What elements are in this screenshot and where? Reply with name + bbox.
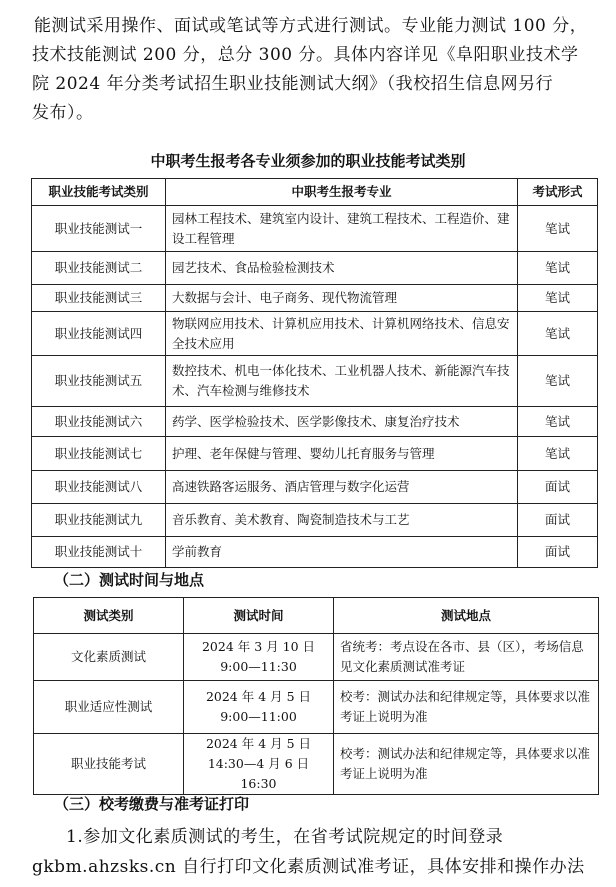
row-test-place: 校考：测试办法和纪律规定等，具体要求以准考证上说明为准: [334, 681, 599, 734]
row-category: 职业技能测试二: [32, 252, 166, 285]
row-category: 职业技能测试三: [32, 285, 166, 312]
closing-line: gkbm.ahzsks.cn 自行打印文化素质测试准考证，具体安排和操作办法: [32, 857, 585, 877]
row-test-place: 校考：测试办法和纪律规定等，具体要求以准考证上说明为准: [334, 734, 599, 795]
table1-title: 中职考生报考各专业须参加的职业技能考试类别: [150, 152, 466, 170]
row-category: 职业技能测试六: [32, 407, 166, 437]
row-form: 笔试: [518, 407, 598, 437]
header-category: 职业技能考试类别: [32, 179, 166, 206]
intro-line: 技术技能测试 200 分，总分 300 分。具体内容详见《阜阳职业技术学: [32, 45, 579, 65]
table-row: [32, 356, 598, 407]
header-test-place: 测试地点: [334, 598, 599, 634]
test-hours: 9:00—11:00: [220, 709, 297, 724]
row-majors: 大数据与会计、电子商务、现代物流管理: [166, 285, 518, 312]
header-majors: 中职考生报考专业: [166, 179, 518, 206]
row-form: 面试: [518, 471, 598, 504]
row-majors: 高速铁路客运服务、酒店管理与数字化运营: [166, 471, 518, 504]
test-date: 2024 年 4 月 5 日: [205, 736, 312, 751]
table-row: [32, 312, 598, 356]
row-form: 笔试: [518, 206, 598, 252]
row-test-type: 职业技能考试: [34, 734, 184, 795]
row-form: 笔试: [518, 437, 598, 471]
row-form: 笔试: [518, 252, 598, 285]
table-row: [32, 206, 598, 252]
table-row: [34, 634, 599, 681]
row-category: 职业技能测试五: [32, 356, 166, 407]
row-majors: 园艺技术、食品检验检测技术: [166, 252, 518, 285]
row-test-type: 职业适应性测试: [34, 681, 184, 734]
row-category: 职业技能测试八: [32, 471, 166, 504]
intro-paragraph: [32, 12, 588, 128]
test-hours: 14:30—4 月 6 日 16:30: [207, 756, 310, 791]
row-form: 面试: [518, 504, 598, 537]
row-majors: 音乐教育、美术教育、陶瓷制造技术与工艺: [166, 504, 518, 537]
table-row: [32, 252, 598, 285]
row-majors: 物联网应用技术、计算机应用技术、计算机网络技术、信息安全技术应用: [166, 312, 518, 356]
header-form: 考试形式: [518, 179, 598, 206]
closing-line: 1.参加文化素质测试的考生，在省考试院规定的时间登录: [66, 827, 504, 847]
header-test-time: 测试时间: [184, 598, 334, 634]
table-row: [34, 734, 599, 795]
table-row: [32, 285, 598, 312]
row-category: 职业技能测试十: [32, 537, 166, 568]
intro-line: 院 2024 年分类考试招生职业技能测试大纲》（我校招生信息网另行: [32, 74, 554, 94]
row-category: 职业技能测试九: [32, 504, 166, 537]
row-test-place: 省统考：考点设在各市、县（区），考场信息见文化素质测试准考证: [334, 634, 599, 681]
schedule-table: [33, 597, 599, 795]
row-category: 职业技能测试一: [32, 206, 166, 252]
row-form: 笔试: [518, 356, 598, 407]
intro-line: 能测试采用操作、面试或笔试等方式进行测试。专业能力测试 100 分，: [34, 16, 588, 36]
row-form: 面试: [518, 537, 598, 568]
section2-heading: （二）测试时间与地点: [54, 571, 205, 589]
row-majors: 护理、老年保健与管理、婴幼儿托育服务与管理: [166, 437, 518, 471]
test-date: 2024 年 4 月 5 日: [205, 689, 312, 704]
test-hours: 9:00—11:30: [220, 659, 297, 674]
table-row: [32, 437, 598, 471]
row-category: 职业技能测试四: [32, 312, 166, 356]
row-majors: 药学、医学检验技术、医学影像技术、康复治疗技术: [166, 407, 518, 437]
row-test-time: [184, 681, 334, 734]
table-row: [32, 407, 598, 437]
section3-heading: （三）校考缴费与准考证打印: [54, 795, 250, 813]
table-row: [32, 537, 598, 568]
intro-line: 发布）。: [32, 103, 94, 123]
row-test-time: [184, 734, 334, 795]
row-majors: 园林工程技术、建筑室内设计、建筑工程技术、工程造价、建设工程管理: [166, 206, 518, 252]
exam-category-table: [31, 178, 598, 568]
test-date: 2024 年 3 月 10 日: [201, 639, 316, 654]
row-category: 职业技能测试七: [32, 437, 166, 471]
table-row: [34, 681, 599, 734]
table-header-row: [32, 179, 598, 206]
table-row: [32, 471, 598, 504]
row-majors: 数控技术、机电一体化技术、工业机器人技术、新能源汽车技术、汽车检测与维修技术: [166, 356, 518, 407]
header-test-type: 测试类别: [34, 598, 184, 634]
row-form: 笔试: [518, 285, 598, 312]
row-form: 笔试: [518, 312, 598, 356]
table-header-row: [34, 598, 599, 634]
row-test-time: [184, 634, 334, 681]
table-row: [32, 504, 598, 537]
row-majors: 学前教育: [166, 537, 518, 568]
row-test-type: 文化素质测试: [34, 634, 184, 681]
closing-paragraph: [32, 822, 592, 882]
